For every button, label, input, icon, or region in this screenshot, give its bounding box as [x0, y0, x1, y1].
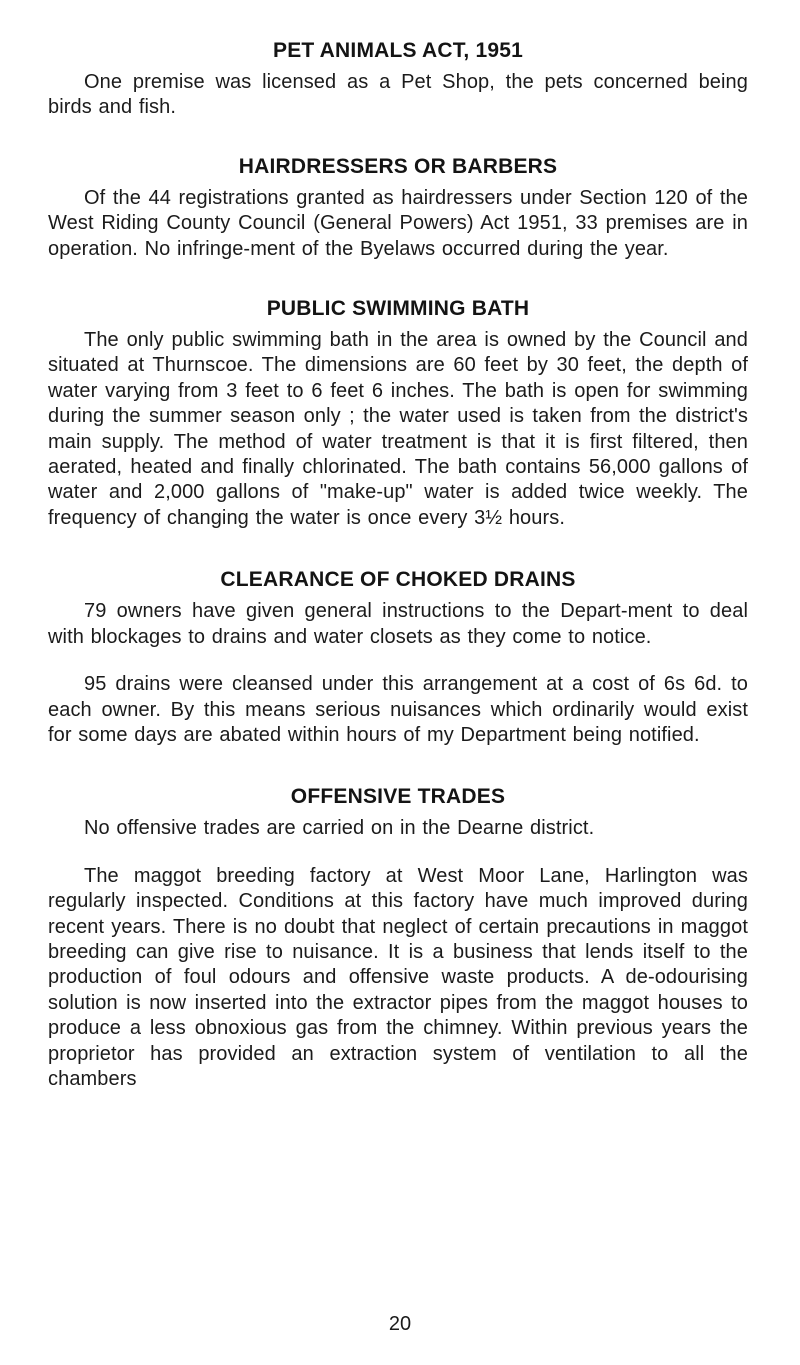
section-heading: OFFENSIVE TRADES: [290, 785, 506, 809]
section-heading: PET ANIMALS ACT, 1951: [272, 39, 524, 62]
section-paragraph: Of the 44 registrations granted as hairdressers under Section 120 of the West Riding County Council (General Powers) Act 1951, 33 premises are in operation. No infringe-ment of the Byelaws occurred during the year.: [48, 186, 748, 260]
section-offensive-trades: [48, 784, 748, 1092]
document-page: [48, 38, 748, 1092]
section-paragraph: 95 drains were cleansed under this arrangement at a cost of 6s 6d. to each owner. By this means serious nuisances which ordinarily would exist for some days are abated within hours of my Department being notified.: [48, 673, 748, 746]
paragraph-gap: [48, 842, 748, 864]
section-heading: CLEARANCE OF CHOKED DRAINS: [220, 568, 576, 592]
section-pet-animals-act: [48, 38, 748, 121]
section-paragraph: 79 owners have given general instructions to the Depart-ment to deal with blockages to drains and water closets as they come to notice.: [48, 600, 748, 648]
section-paragraph: The maggot breeding factory at West Moor Lane, Harlington was regularly inspected. Conditions at this factory have much improved during recent years. There is no doubt that neglect of certain precautions in maggot breeding can give rise to nuisance. It is a business that lends itself to the production of foul odours and offensive waste products. A de-odourising solution is now inserted into the extractor pipes from the maggot houses to produce a less obnoxious gas from the chimney. Within previous years the proprietor has provided an extraction system of ventilation to all the chambers: [48, 864, 748, 1090]
section-paragraph: One premise was licensed as a Pet Shop, the pets concerned being birds and fish.: [48, 71, 748, 119]
section-hairdressers-or-barbers: [48, 154, 748, 262]
section-heading: PUBLIC SWIMMING BATH: [266, 297, 530, 321]
section-public-swimming-bath: [48, 296, 748, 531]
page-number: 20: [388, 1313, 412, 1335]
section-paragraph: No offensive trades are carried on in the Dearne district.: [84, 817, 595, 840]
section-clearance-of-choked-drains: [48, 567, 748, 748]
section-paragraph: The only public swimming bath in the area is owned by the Council and situated at Thurnscoe. The dimensions are 60 feet by 30 feet, the depth of water varying from 3 feet to 6 feet 6 inches. The bath is open for swimming during the summer season only ; the water used is taken from the district's main supply. The method of water treatment is that it is first filtered, then aerated, heated and finally chlorinated. The bath contains 56,000 gallons of water and 2,000 gallons of "make-up" water is added twice weekly. The frequency of changing the water is once every 3½ hours.: [48, 329, 748, 529]
section-heading: HAIRDRESSERS OR BARBERS: [238, 154, 558, 178]
paragraph-gap: [48, 650, 748, 672]
